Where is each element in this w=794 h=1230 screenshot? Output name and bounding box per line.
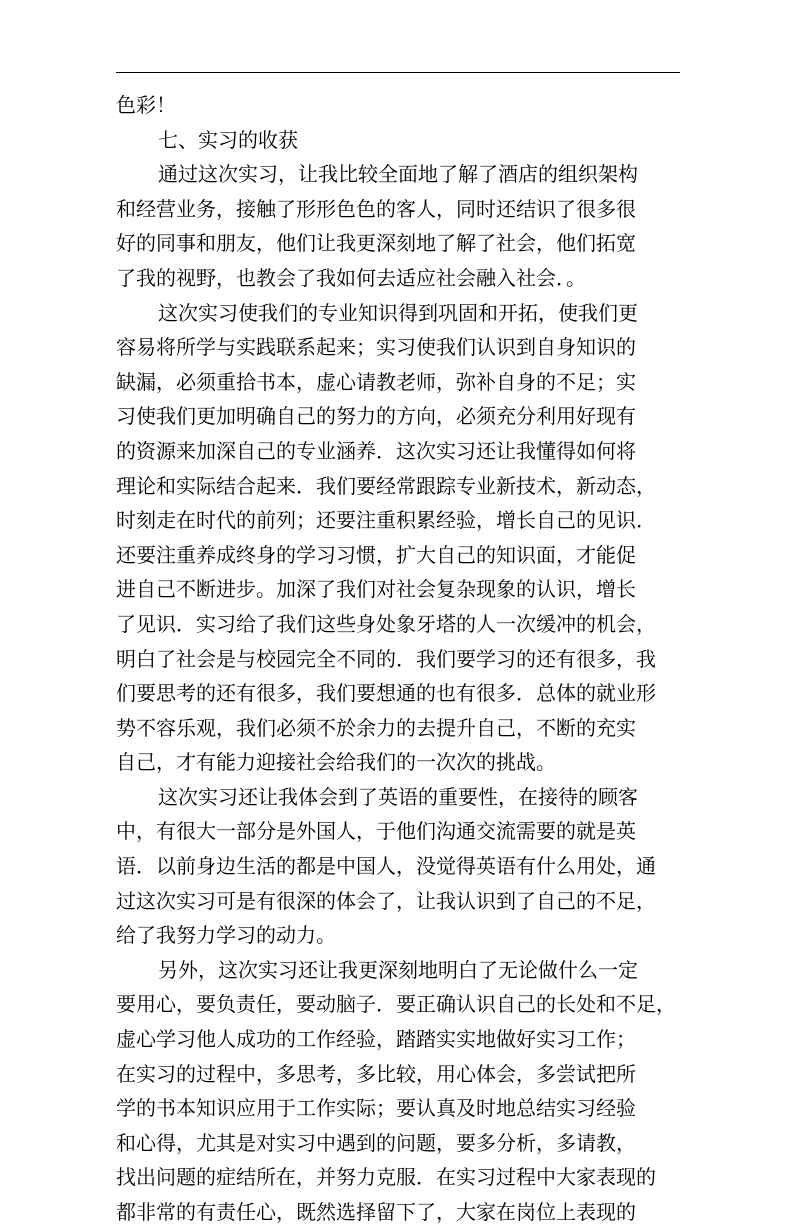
paragraph-first-line: 另外，这次实习还让我更深刻地明白了无论做什么一定 [158, 957, 638, 982]
text-line: 容易将所学与实践联系起来；实习使我们认识到自身知识的 [116, 335, 636, 360]
text-line: 都非常的有责任心，既然选择留下了，大家在岗位上表现的 [116, 1200, 636, 1224]
text-line: 了见识．实习给了我们这些身处象牙塔的人一次缓冲的机会， [116, 611, 656, 636]
text-line: 色彩！ [116, 93, 176, 117]
text-line: 好的同事和朋友，他们让我更深刻地了解了社会，他们拓宽 [116, 231, 636, 256]
text-line: 们要思考的还有很多，我们要想通的也有很多．总体的就业形 [116, 681, 656, 706]
text-line: 缺漏，必须重拾书本，虚心请教老师，弥补自身的不足；实 [116, 369, 636, 394]
text-line: 习使我们更加明确自己的努力的方向，必须充分利用好现有 [116, 404, 636, 429]
text-line: 自己，才有能力迎接社会给我们的一次次的挑战。 [116, 750, 556, 775]
paragraph-first-line: 这次实习使我们的专业知识得到巩固和开拓，使我们更 [158, 300, 638, 325]
text-line: 进自己不断进步。加深了我们对社会复杂现象的认识，增长 [116, 577, 636, 602]
text-line: 的资源来加深自己的专业涵养．这次实习还让我懂得如何将 [116, 438, 636, 463]
text-line: 和经营业务，接触了形形色色的客人，同时还结识了很多很 [116, 196, 636, 221]
text-line: 了我的视野，也教会了我如何去适应社会融入社会．。 [116, 265, 586, 290]
text-line: 要用心，要负责任，要动脑子．要正确认识自己的长处和不足， [116, 992, 676, 1017]
text-line: 理论和实际结合起来．我们要经常跟踪专业新技术，新动态， [116, 473, 656, 498]
text-line: 虚心学习他人成功的工作经验，踏踏实实地做好实习工作； [116, 1027, 636, 1052]
text-line: 还要注重养成终身的学习习惯，扩大自己的知识面，才能促 [116, 542, 636, 567]
paragraph-first-line: 七、实习的收获 [158, 127, 298, 152]
text-line: 中，有很大一部分是外国人，于他们沟通交流需要的就是英 [116, 819, 636, 844]
document-body [116, 88, 680, 1230]
header-rule [116, 72, 680, 73]
text-line: 时刻走在时代的前列；还要注重积累经验，增长自己的见识． [116, 508, 656, 533]
text-line: 明白了社会是与校园完全不同的．我们要学习的还有很多，我 [116, 646, 656, 671]
text-line: 找出问题的症结所在，并努力克服．在实习过程中大家表现的 [116, 1165, 656, 1190]
paragraph-first-line: 通过这次实习，让我比较全面地了解了酒店的组织架构 [158, 162, 638, 187]
paragraph-first-line: 这次实习还让我体会到了英语的重要性，在接待的顾客 [158, 784, 638, 809]
text-line: 和心得，尤其是对实习中遇到的问题，要多分析，多请教， [116, 1130, 636, 1155]
text-line: 过这次实习可是有很深的体会了，让我认识到了自己的不足， [116, 888, 656, 913]
text-line: 语．以前身边生活的都是中国人，没觉得英语有什么用处，通 [116, 854, 656, 879]
text-line: 势不容乐观，我们必须不於余力的去提升自己，不断的充实 [116, 715, 636, 740]
text-line: 给了我努力学习的动力。 [116, 923, 336, 948]
text-line: 学的书本知识应用于工作实际；要认真及时地总结实习经验 [116, 1096, 636, 1121]
text-line: 在实习的过程中，多思考，多比较，用心体会，多尝试把所 [116, 1061, 636, 1086]
